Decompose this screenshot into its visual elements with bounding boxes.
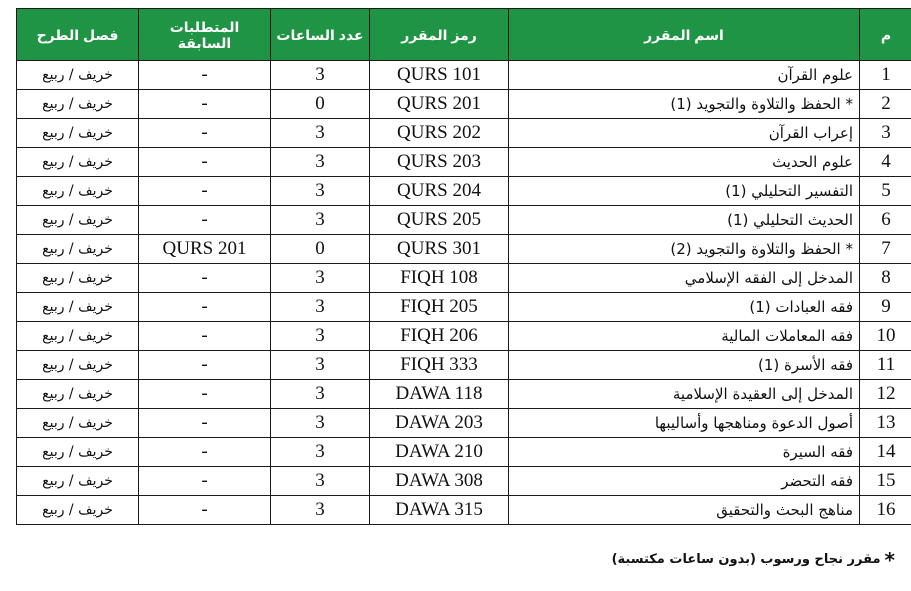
cell-term: خريف / ربيع — [17, 293, 139, 322]
cell-prereq: - — [139, 380, 271, 409]
cell-num: 13 — [860, 409, 911, 438]
cell-hours: 3 — [271, 293, 370, 322]
course-table — [16, 8, 911, 525]
cell-prereq: - — [139, 177, 271, 206]
cell-name: علوم الحديث — [509, 148, 860, 177]
cell-term: خريف / ربيع — [17, 380, 139, 409]
table-header-row — [17, 9, 911, 61]
table-row — [17, 380, 911, 409]
cell-term: خريف / ربيع — [17, 235, 139, 264]
cell-hours: 3 — [271, 409, 370, 438]
cell-num: 3 — [860, 119, 911, 148]
cell-term: خريف / ربيع — [17, 322, 139, 351]
cell-num: 1 — [860, 61, 911, 90]
cell-num: 15 — [860, 467, 911, 496]
cell-num: 7 — [860, 235, 911, 264]
cell-num: 2 — [860, 90, 911, 119]
table-row — [17, 438, 911, 467]
cell-prereq: - — [139, 322, 271, 351]
cell-code: FIQH 206 — [370, 322, 509, 351]
table-row — [17, 351, 911, 380]
cell-code: QURS 203 — [370, 148, 509, 177]
cell-hours: 0 — [271, 90, 370, 119]
footnote — [612, 548, 895, 572]
cell-code: QURS 101 — [370, 61, 509, 90]
cell-name: مناهج البحث والتحقيق — [509, 496, 860, 525]
cell-num: 12 — [860, 380, 911, 409]
cell-code: DAWA 210 — [370, 438, 509, 467]
cell-term: خريف / ربيع — [17, 206, 139, 235]
table-row — [17, 496, 911, 525]
cell-code: DAWA 118 — [370, 380, 509, 409]
cell-prereq: - — [139, 496, 271, 525]
cell-name: أصول الدعوة ومناهجها وأساليبها — [509, 409, 860, 438]
cell-term: خريف / ربيع — [17, 409, 139, 438]
cell-name: علوم القرآن — [509, 61, 860, 90]
cell-prereq: - — [139, 409, 271, 438]
cell-term: خريف / ربيع — [17, 496, 139, 525]
cell-term: خريف / ربيع — [17, 90, 139, 119]
cell-name: فقه الأسرة (1) — [509, 351, 860, 380]
cell-num: 11 — [860, 351, 911, 380]
cell-term: خريف / ربيع — [17, 148, 139, 177]
cell-code: QURS 205 — [370, 206, 509, 235]
cell-hours: 3 — [271, 351, 370, 380]
cell-prereq: - — [139, 467, 271, 496]
table-row — [17, 61, 911, 90]
cell-hours: 3 — [271, 496, 370, 525]
cell-name: فقه المعاملات المالية — [509, 322, 860, 351]
cell-num: 8 — [860, 264, 911, 293]
cell-code: FIQH 333 — [370, 351, 509, 380]
cell-term: خريف / ربيع — [17, 119, 139, 148]
cell-hours: 3 — [271, 322, 370, 351]
cell-name: التفسير التحليلي (1) — [509, 177, 860, 206]
cell-name: إعراب القرآن — [509, 119, 860, 148]
cell-num: 9 — [860, 293, 911, 322]
cell-num: 6 — [860, 206, 911, 235]
cell-num: 10 — [860, 322, 911, 351]
cell-term: خريف / ربيع — [17, 177, 139, 206]
cell-hours: 3 — [271, 467, 370, 496]
table-row — [17, 119, 911, 148]
header-hours: عدد الساعات — [271, 9, 370, 61]
table-row — [17, 264, 911, 293]
table-row — [17, 90, 911, 119]
cell-name: المدخل إلى الفقه الإسلامي — [509, 264, 860, 293]
table-row — [17, 148, 911, 177]
cell-name: * الحفظ والتلاوة والتجويد (2) — [509, 235, 860, 264]
cell-hours: 3 — [271, 264, 370, 293]
cell-hours: 3 — [271, 206, 370, 235]
cell-prereq: - — [139, 148, 271, 177]
cell-prereq: - — [139, 119, 271, 148]
table-row — [17, 322, 911, 351]
cell-code: QURS 301 — [370, 235, 509, 264]
footnote-text: مقرر نجاح ورسوب (بدون ساعات مكتسبة) — [611, 552, 881, 567]
cell-name: * الحفظ والتلاوة والتجويد (1) — [509, 90, 860, 119]
table-row — [17, 409, 911, 438]
cell-term: خريف / ربيع — [17, 467, 139, 496]
cell-num: 16 — [860, 496, 911, 525]
cell-prereq: - — [139, 351, 271, 380]
cell-hours: 3 — [271, 119, 370, 148]
header-prereq: المتطلبات السابقة — [139, 9, 271, 61]
cell-hours: 3 — [271, 380, 370, 409]
cell-prereq: - — [139, 293, 271, 322]
cell-prereq: - — [139, 438, 271, 467]
table-row — [17, 177, 911, 206]
cell-code: QURS 204 — [370, 177, 509, 206]
table-row — [17, 235, 911, 264]
cell-code: DAWA 308 — [370, 467, 509, 496]
header-code: رمز المقرر — [370, 9, 509, 61]
cell-code: QURS 201 — [370, 90, 509, 119]
cell-code: QURS 202 — [370, 119, 509, 148]
cell-term: خريف / ربيع — [17, 61, 139, 90]
cell-code: FIQH 108 — [370, 264, 509, 293]
cell-term: خريف / ربيع — [17, 351, 139, 380]
cell-name: المدخل إلى العقيدة الإسلامية — [509, 380, 860, 409]
cell-name: فقه السيرة — [509, 438, 860, 467]
table-row — [17, 293, 911, 322]
cell-term: خريف / ربيع — [17, 438, 139, 467]
cell-prereq: - — [139, 264, 271, 293]
cell-code: DAWA 203 — [370, 409, 509, 438]
cell-hours: 3 — [271, 438, 370, 467]
cell-code: FIQH 205 — [370, 293, 509, 322]
cell-name: الحديث التحليلي (1) — [509, 206, 860, 235]
cell-hours: 3 — [271, 61, 370, 90]
header-name: اسم المقرر — [509, 9, 860, 61]
cell-hours: 0 — [271, 235, 370, 264]
cell-prereq: QURS 201 — [139, 235, 271, 264]
cell-prereq: - — [139, 61, 271, 90]
table-row — [17, 467, 911, 496]
table-row — [17, 206, 911, 235]
footnote-star: * — [884, 548, 895, 572]
cell-name: فقه العبادات (1) — [509, 293, 860, 322]
cell-num: 4 — [860, 148, 911, 177]
course-table-wrapper — [16, 8, 898, 525]
cell-num: 5 — [860, 177, 911, 206]
cell-num: 14 — [860, 438, 911, 467]
cell-term: خريف / ربيع — [17, 264, 139, 293]
cell-hours: 3 — [271, 177, 370, 206]
cell-prereq: - — [139, 206, 271, 235]
cell-hours: 3 — [271, 148, 370, 177]
cell-name: فقه التحضر — [509, 467, 860, 496]
header-term: فصل الطرح — [17, 9, 139, 61]
cell-prereq: - — [139, 90, 271, 119]
header-num: م — [860, 9, 911, 61]
cell-code: DAWA 315 — [370, 496, 509, 525]
table-body — [17, 61, 911, 525]
